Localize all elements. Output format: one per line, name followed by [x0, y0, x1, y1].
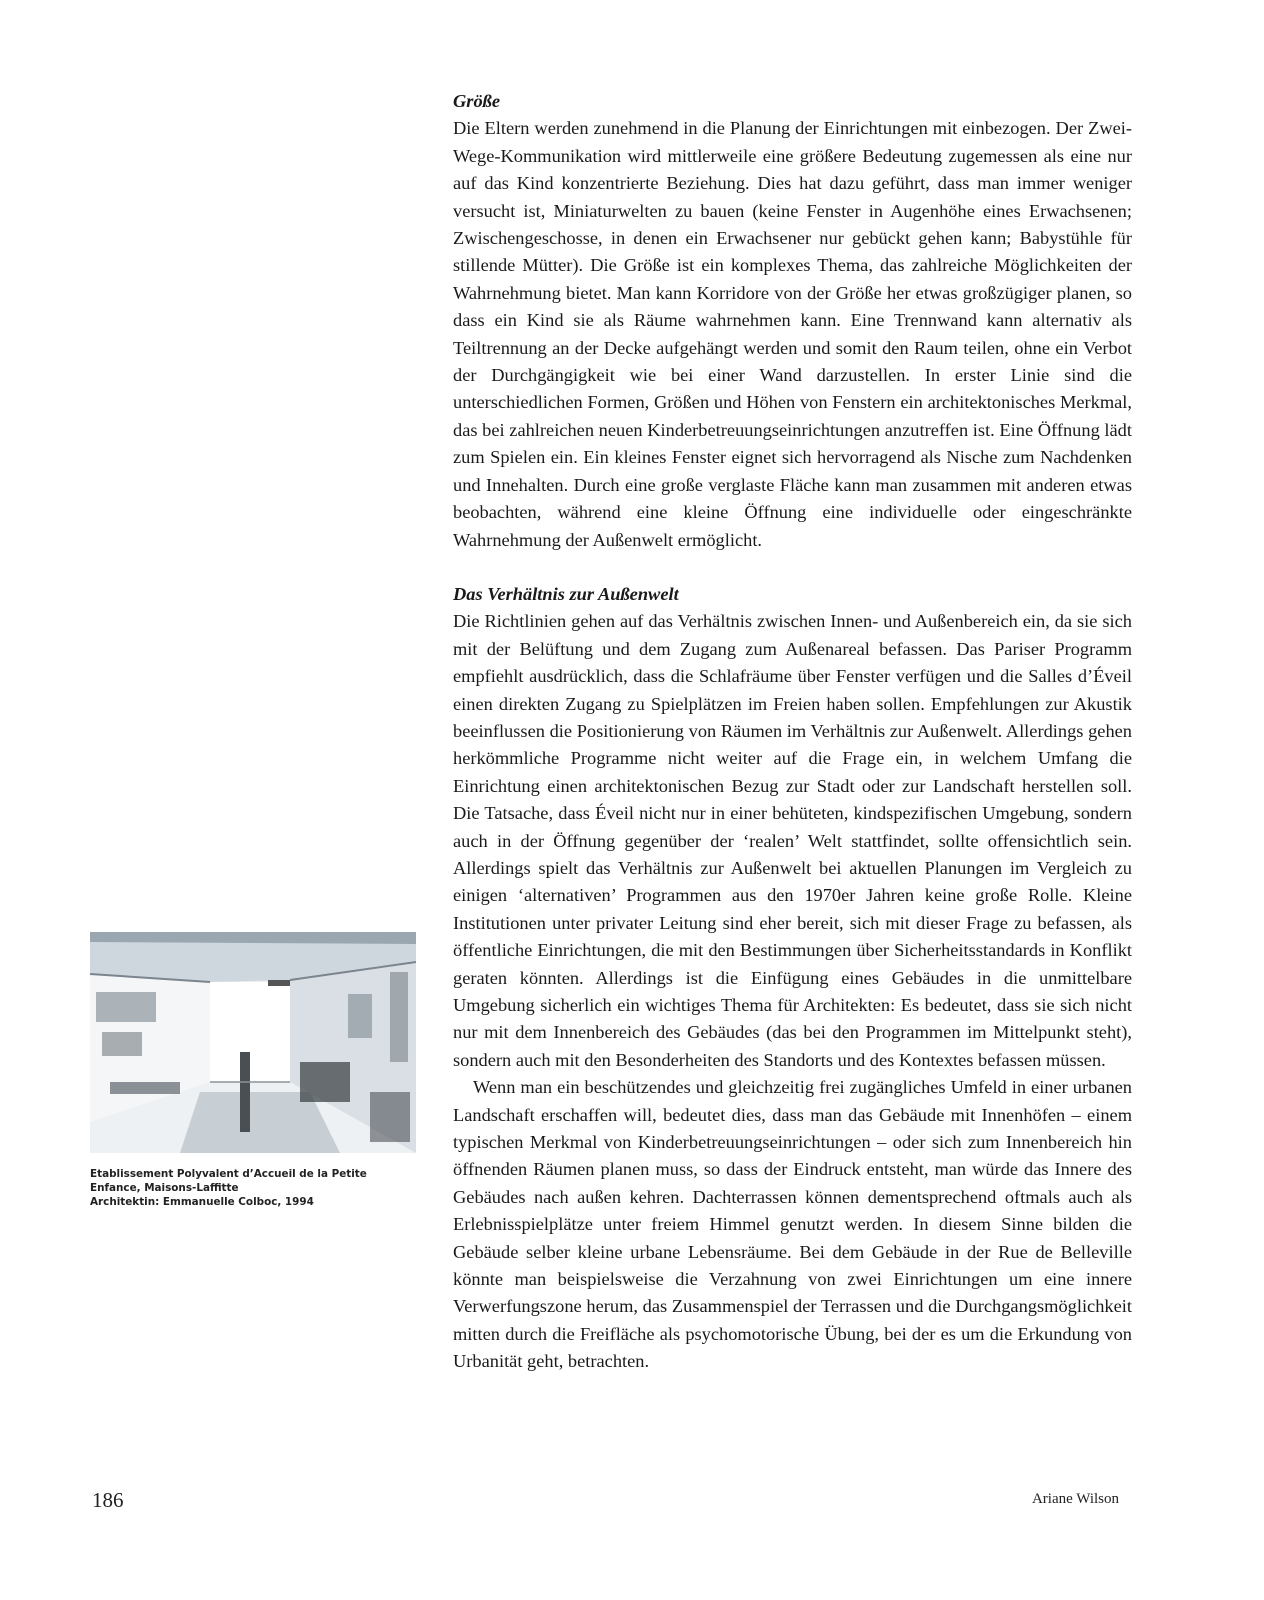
- body-paragraph: Die Eltern werden zunehmend in die Planung der Einrichtungen mit einbezogen. Der Zwei-Wege-Kommunikation wird mittlerweile eine größere Bedeutung zugemessen als eine nur auf das Kind konzentrierte Beziehung. Dies hat dazu geführt, dass man immer weniger versucht ist, Miniaturwelten zu bauen (keine Fenster in Augenhöhe eines Erwachsenen; Zwischengeschosse, in denen ein Erwachsener nur gebückt gehen kann; Babystühle für stillende Mütter). Die Größe ist ein komplexes Thema, das zahlreiche Möglichkeiten der Wahrnehmung bietet. Man kann Korridore von der Größe her etwas großzügiger planen, so dass ein Kind sie als Räume wahrnehmen kann. Eine Trennwand kann alternativ als Teiltrennung an der Decke aufgehängt werden und somit den Raum teilen, ohne ein Verbot der Durchgängigkeit wie bei einer Wand darzustellen. In erster Linie sind die unterschiedlichen Formen, Größen und Höhen von Fenstern ein architektonisches Merkmal, das bei zahlreichen neuen Kinderbetreuungseinrichtungen anzutreffen ist. Eine Öffnung lädt zum Spielen ein. Ein kleines Fenster eignet sich hervorragend als Nische zum Nachdenken und Innehalten. Durch eine große verglaste Fläche kann man zusammen mit anderen etwas beobachten, während eine kleine Öffnung eine individuelle oder eingeschränkte Wahrnehmung der Außenwelt ermöglicht.: [453, 118, 1132, 550]
- caption-line: Etablissement Polyvalent d’Accueil de la Petite Enfance, Maisons-Laffitte: [90, 1168, 367, 1194]
- body-paragraph: Wenn man ein beschützendes und gleichzeitig frei zugängliches Umfeld in einer urbanen Landschaft erschaffen will, bedeutet dies, dass man das Gebäude mit Innenhöfen – einem typischen Merkmal von Kinderbetreuungseinrichtungen – oder sich zum Innenbereich hin öffnenden Räumen planen muss, so dass der Eindruck entsteht, man würde das Innere des Gebäudes nach außen kehren. Dachterrassen können dementsprechend oftmals auch als Erlebnisspielplätze unter freiem Himmel genutzt werden. In diesem Sinne bilden die Gebäude selber kleine urbane Lebensräume. Bei dem Gebäude in der Rue de Belleville könnte man beispielsweise die Verzahnung von zwei Einrichtungen um eine innere Verwerfungszone herum, das Zusammenspiel der Terrassen und die Durchgangsmöglichkeit mitten durch die Freifläche als psychomotorische Übung, bei der es um die Erkundung von Urbanität geht, betrachten.: [453, 1077, 1132, 1372]
- section-heading: Größe: [453, 91, 500, 111]
- running-author: Ariane Wilson: [1031, 1491, 1119, 1507]
- section-verhaeltnis-aussenwelt: [453, 581, 1132, 1376]
- section-groesse: [453, 88, 1132, 554]
- body-paragraph: Die Richtlinien gehen auf das Verhältnis zwischen Innen- und Außenbereich ein, da sie sich mit der Belüftung und dem Zugang zum Außenareal befassen. Das Pariser Programm empfiehlt ausdrücklich, dass die Schlafräume über Fenster verfügen und die Salles d’Éveil einen direkten Zugang zu Spielplätzen im Freien haben sollen. Empfehlungen zur Akustik beeinflussen die Positionierung von Räumen im Verhältnis zur Außenwelt. Allerdings gehen herkömmliche Programme nicht weiter auf die Frage ein, in welchem Umfang die Einrichtung einen architektonischen Bezug zur Stadt oder zur Landschaft herstellen soll. Die Tatsache, dass Éveil nicht nur in einer behüteten, kindspezifischen Umgebung, sondern auch in der Öffnung gegenüber der ‘realen’ Welt stattfindet, sollte offensichtlich sein. Allerdings spielt das Verhältnis zur Außenwelt bei aktuellen Planungen im Vergleich zu einigen ‘alternativen’ Programmen aus den 1970er Jahren keine große Rolle. Kleine Institutionen unter privater Leitung sind eher bereit, sich mit dieser Frage zu befassen, als öffentliche Einrichtungen, die mit den Bestimmungen über Sicherheitsstandards in Konflikt geraten könnten. Allerdings ist die Einfügung eines Gebäudes in die unmittelbare Umgebung sicherlich ein wichtiges Thema für Architekten: Es bedeutet, dass sie sich nicht nur mit dem Innenbereich des Gebäudes (das bei den Programmen im Mittelpunkt steht), sondern auch mit den Besonderheiten des Standorts und des Kontextes befassen müssen.: [453, 611, 1132, 1070]
- caption-line: Architektin: Emmanuelle Colboc, 1994: [90, 1196, 314, 1208]
- main-text-column: [453, 88, 1132, 1403]
- figure-caption: [90, 1167, 410, 1209]
- interior-photo: [90, 932, 416, 1153]
- figure: [90, 932, 416, 1209]
- section-heading: Das Verhältnis zur Außenwelt: [453, 583, 679, 604]
- page-number: 186: [92, 1488, 124, 1512]
